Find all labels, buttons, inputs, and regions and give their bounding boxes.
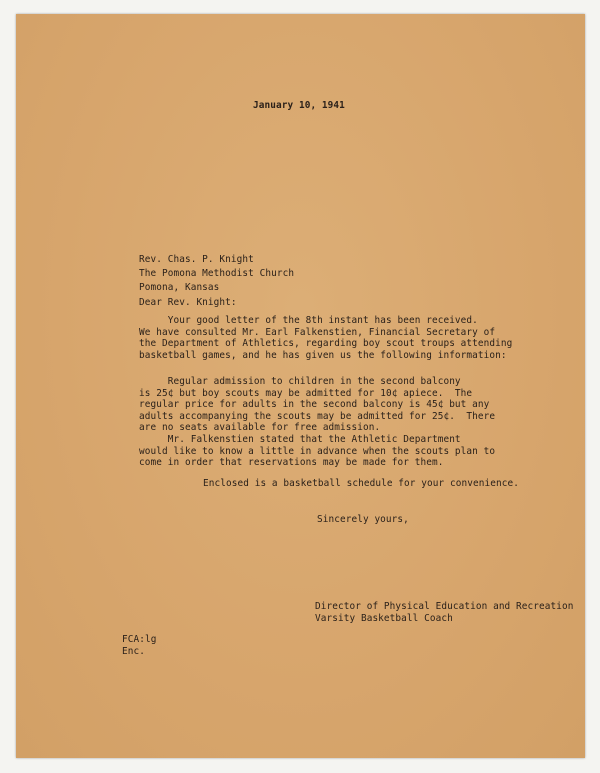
paragraph-line: We have consulted Mr. Earl Falkenstien, Financial Secretary of: [139, 326, 496, 338]
paragraph-line: Regular admission to children in the second balcony: [139, 376, 461, 387]
recipient-address: [139, 253, 294, 295]
reference-initials: [122, 634, 156, 658]
body-paragraph: [139, 376, 495, 434]
paragraph-line: the Department of Athletics, regarding boy scout troups attending: [139, 338, 513, 350]
signature-block: [315, 601, 574, 625]
address-line: The Pomona Methodist Church: [139, 268, 295, 279]
letter-page: [16, 14, 585, 758]
paragraph-line: basketball games, and he has given us the following information:: [139, 349, 507, 361]
enclosure-paragraph: Enclosed is a basketball schedule for your convenience.: [203, 478, 519, 489]
paragraph-line: Your good letter of the 8th instant has been received.: [139, 315, 478, 326]
letter-date: January 10, 1941: [253, 100, 345, 111]
body-paragraph: [139, 315, 512, 361]
paragraph-line: is 25¢ but boy scouts may be admitted for 10¢ apiece. The: [139, 387, 473, 399]
signature-line: Varsity Basketball Coach: [315, 613, 453, 624]
closing: Sincerely yours,: [317, 514, 409, 525]
body-paragraph: [139, 434, 495, 469]
paragraph-line: regular price for adults in the second balcony is 45¢ but any: [139, 399, 490, 411]
enclosure-notation: Enc.: [122, 646, 145, 657]
paragraph-line: would like to know a little in advance when the scouts plan to: [139, 445, 496, 457]
salutation: Dear Rev. Knight:: [139, 297, 237, 308]
address-line: Pomona, Kansas: [139, 282, 220, 293]
initials-line: FCA:lg: [122, 634, 157, 645]
address-line: Rev. Chas. P. Knight: [139, 254, 254, 265]
signature-line: Director of Physical Education and Recreation: [315, 601, 574, 612]
paragraph-line: adults accompanying the scouts may be admitted for 25¢. There: [139, 410, 496, 422]
paragraph-line: Mr. Falkenstien stated that the Athletic Department: [139, 434, 461, 445]
paragraph-line: come in order that reservations may be made for them.: [139, 457, 444, 469]
paragraph-line: are no seats available for free admission.: [139, 422, 381, 434]
